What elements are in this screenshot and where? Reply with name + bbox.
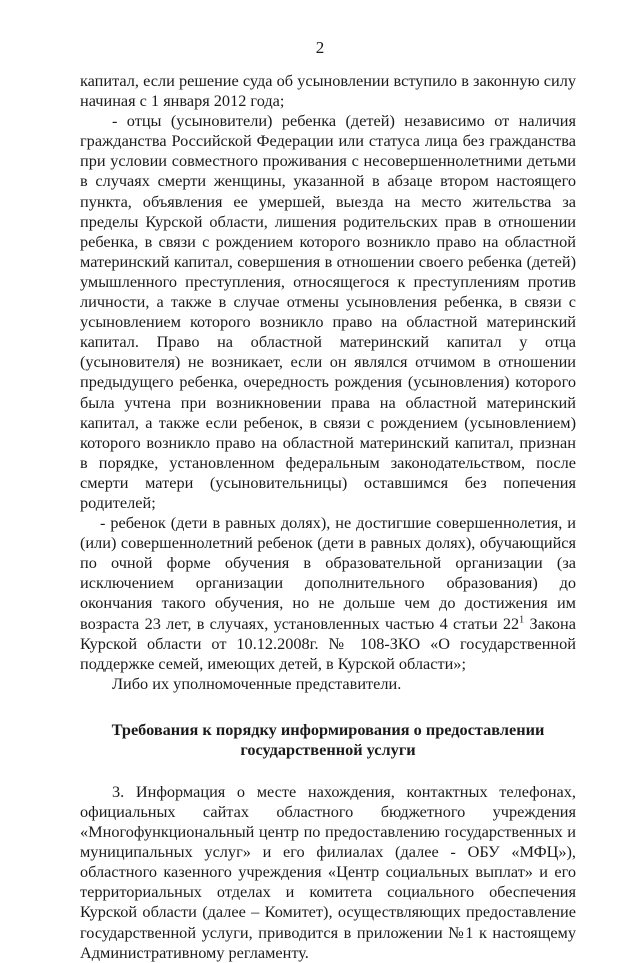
section-heading: Требования к порядку информирования о предоставлении государственной услуги bbox=[111, 719, 545, 760]
paragraph-fathers: - отцы (усыновители) ребенка (детей) независимо от наличия гражданства Российской Федерации или статуса лица без гражданства при условии совместного проживания с несовершеннолетними детьми в случаях смерти женщины, указанной в абзаце втором настоящего пункта, объявления ее умершей, выезда на место жительства за пределы Курской области, лишения родительских прав в отношении ребенка, в связи с рождением которого возникло право на областной материнский капитал, совершения в отношении своего ребенка (детей) умышленного преступления, относящегося к преступлениям против личности, а также в случае отмены усыновления ребенка, в связи с усыновлением которого возникло право на областной материнский капитал. Право на областной материнский капитал у отца (усыновителя) не возникает, если он являлся отчимом в отношении предыдущего ребенка, очередность рождения (усыновления) которого была учтена при возникновении права на областной материнский капитал, а также если ребенок, в связи с рождением (усыновлением) которого возникло право на областной материнский капитал, признан в порядке, установленном федеральным законодательством, после смерти матери (усыновительницы) оставшимся без попечения родителей; bbox=[80, 111, 576, 512]
children-text-start: - ребенок (дети в равных долях), не достигшие совершеннолетия, и (или) совершеннолетний ребенок (дети в равных долях), обучающийся по очной форме обучения в образовательной организации (за исключением организации дополнительного образования) до окончания такого обучения, но не дольше чем до достижения им возраста 23 лет, в случаях, установленных частью 4 статьи 22 bbox=[80, 513, 576, 633]
page-number: 2 bbox=[315, 38, 325, 57]
paragraph-representatives: Либо их уполномоченные представители. bbox=[112, 673, 402, 693]
children-text-end: Закона Курской области от 10.12.2008г. № 108-ЗКО «О государственной поддержке семей, имеющих детей, в Курской области»; bbox=[80, 613, 576, 673]
paragraph-children bbox=[80, 513, 576, 674]
paragraph-information: 3. Информация о месте нахождения, контактных телефонах, официальных сайтах областного бюджетного учреждения «Многофункциональный центр по предоставлению государственных и муниципальных услуг» и его филиалах (далее - ОБУ «МФЦ»), областного казенного учреждения «Центр социальных выплат» и его территориальных отделах и комитета социального обеспечения Курской области (далее – Комитет), осуществляющих предоставление государственной услуги, приводится в приложении №1 к настоящему Административному регламенту. bbox=[80, 781, 576, 962]
paragraph-capital-date: капитал, если решение суда об усыновлении вступило в законную силу начиная с 1 января 2012 года; bbox=[80, 71, 576, 111]
document-body bbox=[80, 71, 576, 963]
article-superscript: 1 bbox=[519, 614, 525, 626]
